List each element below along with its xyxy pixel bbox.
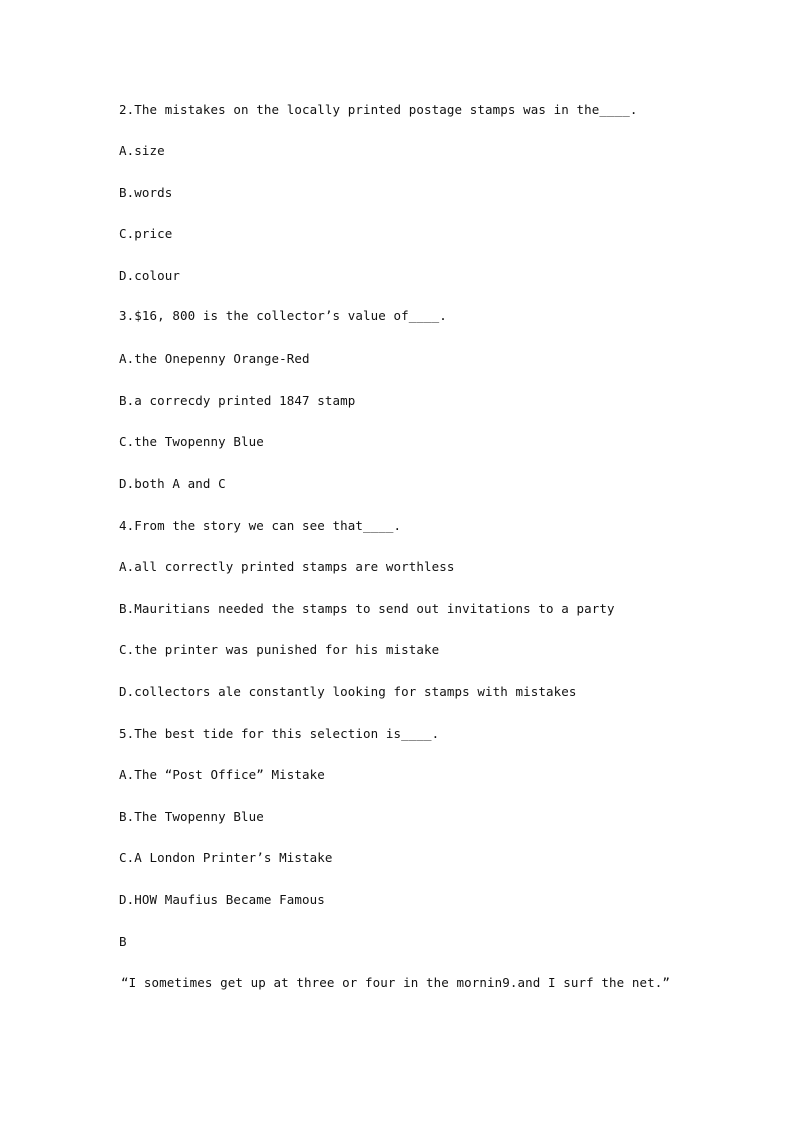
passage-first-line: “I sometimes get up at three or four in the mornin9.and I surf the net.” xyxy=(121,975,671,990)
question-5-option-c: C.A London Printer’s Mistake xyxy=(119,850,333,865)
question-4-stem: 4.From the story we can see that____. xyxy=(119,518,402,533)
question-5-option-b: B.The Twopenny Blue xyxy=(119,809,264,824)
question-4-option-a: A.all correctly printed stamps are worthless xyxy=(119,559,455,574)
question-5-option-a: A.The “Post Office” Mistake xyxy=(119,767,325,782)
question-4-option-d: D.collectors ale constantly looking for stamps with mistakes xyxy=(119,684,577,699)
question-3-option-d: D.both A and C xyxy=(119,476,226,491)
question-3-option-c: C.the Twopenny Blue xyxy=(119,434,264,449)
question-2-stem: 2.The mistakes on the locally printed postage stamps was in the____. xyxy=(119,102,638,117)
section-label: B xyxy=(119,934,127,949)
question-5-option-d: D.HOW Maufius Became Famous xyxy=(119,892,325,907)
question-2-option-d: D.colour xyxy=(119,268,181,283)
question-3-option-a: A.the Onepenny Orange-Red xyxy=(119,351,310,366)
question-3-option-b: B.a correcdy printed 1847 stamp xyxy=(119,393,356,408)
question-4-option-c: C.the printer was punished for his mistake xyxy=(119,642,440,657)
question-2-option-c: C.price xyxy=(119,226,173,241)
question-4-option-b: B.Mauritians needed the stamps to send out invitations to a party xyxy=(119,601,615,616)
question-2-option-b: B.words xyxy=(119,185,173,200)
question-5-stem: 5.The best tide for this selection is____. xyxy=(119,726,440,741)
question-3-stem: 3.$16, 800 is the collector’s value of____. xyxy=(119,308,447,323)
question-2-option-a: A.size xyxy=(119,143,165,158)
